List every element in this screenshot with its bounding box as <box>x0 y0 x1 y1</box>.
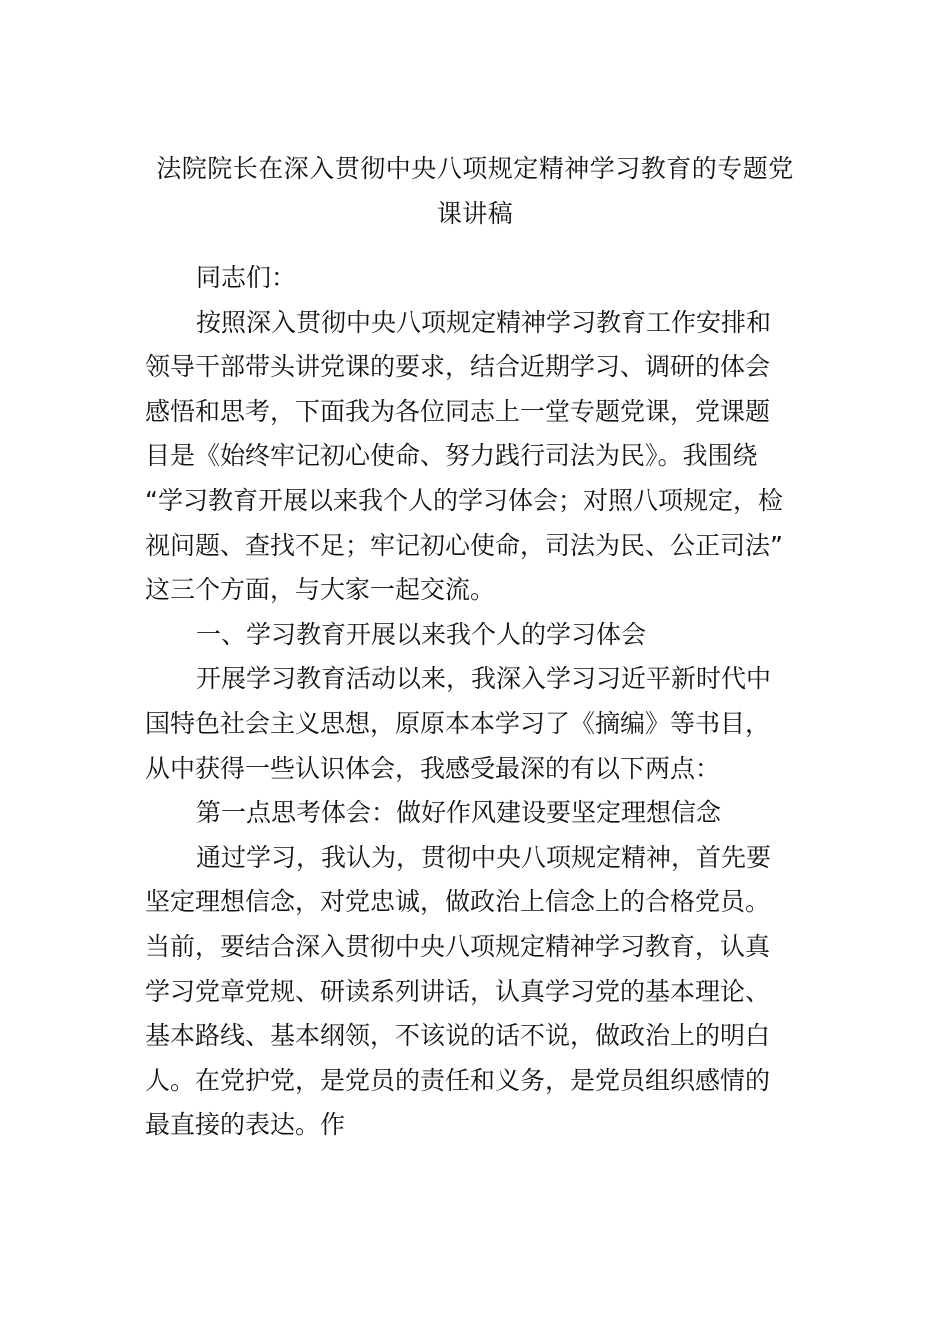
text-line: 目是《始终牢记初心使命、努力践行司法为民》。我围绕 <box>145 441 758 471</box>
text-line: 人。在党护党，是党员的责任和义务，是党员组织感情的 <box>145 1065 771 1095</box>
document-title <box>145 147 805 236</box>
text-line: 这三个方面，与大家一起交流。 <box>145 575 496 605</box>
title-line: 课讲稿 <box>436 198 514 228</box>
text-line: 国特色社会主义思想，原原本本学习了《摘编》等书目， <box>145 708 771 738</box>
document-body <box>145 256 807 1148</box>
paragraph-intro <box>145 301 807 613</box>
text-line: 学习党章党规、研读系列讲话，认真学习党的基本理论、 <box>145 976 771 1006</box>
text-line: 领导干部带头讲党课的要求，结合近期学习、调研的体会 <box>145 352 771 382</box>
text-line: 从中获得一些认识体会，我感受最深的有以下两点： <box>145 753 721 783</box>
subheading-point-1 <box>145 791 807 836</box>
text-line: 开展学习教育活动以来，我深入学习习近平新时代中 <box>196 664 772 694</box>
text-line: 通过学习，我认为，贯彻中央八项规定精神，首先要 <box>196 842 772 872</box>
paragraph-point-1 <box>145 836 807 1148</box>
text-line: 当前，要结合深入贯彻中央八项规定精神学习教育，认真 <box>145 931 771 961</box>
text-line: “学习教育开展以来我个人的学习体会；对照八项规定，检 <box>145 485 783 515</box>
text-line: 第一点思考体会：做好作风建设要坚定理想信念 <box>196 798 722 828</box>
text-line: 按照深入贯彻中央八项规定精神学习教育工作安排和 <box>196 307 772 337</box>
title-line: 法院院长在深入贯彻中央八项规定精神学习教育的专题党 <box>156 154 794 183</box>
text-line: 最直接的表达。作 <box>145 1110 346 1140</box>
section-heading-1 <box>145 613 807 658</box>
text-line: 视问题、查找不足；牢记初心使命，司法为民、公正司法” <box>145 530 783 560</box>
paragraph-study <box>145 657 807 791</box>
text-line: 感悟和思考，下面我为各位同志上一堂专题党课，党课题 <box>145 396 771 426</box>
text-line: 一、学习教育开展以来我个人的学习体会 <box>196 619 647 649</box>
text-line: 坚定理想信念，对党忠诚，做政治上信念上的合格党员。 <box>145 887 771 917</box>
text-line: 基本路线、基本纲领，不该说的话不说，做政治上的明白 <box>145 1021 771 1051</box>
text-line: 同志们： <box>196 263 297 292</box>
salutation <box>145 256 807 301</box>
